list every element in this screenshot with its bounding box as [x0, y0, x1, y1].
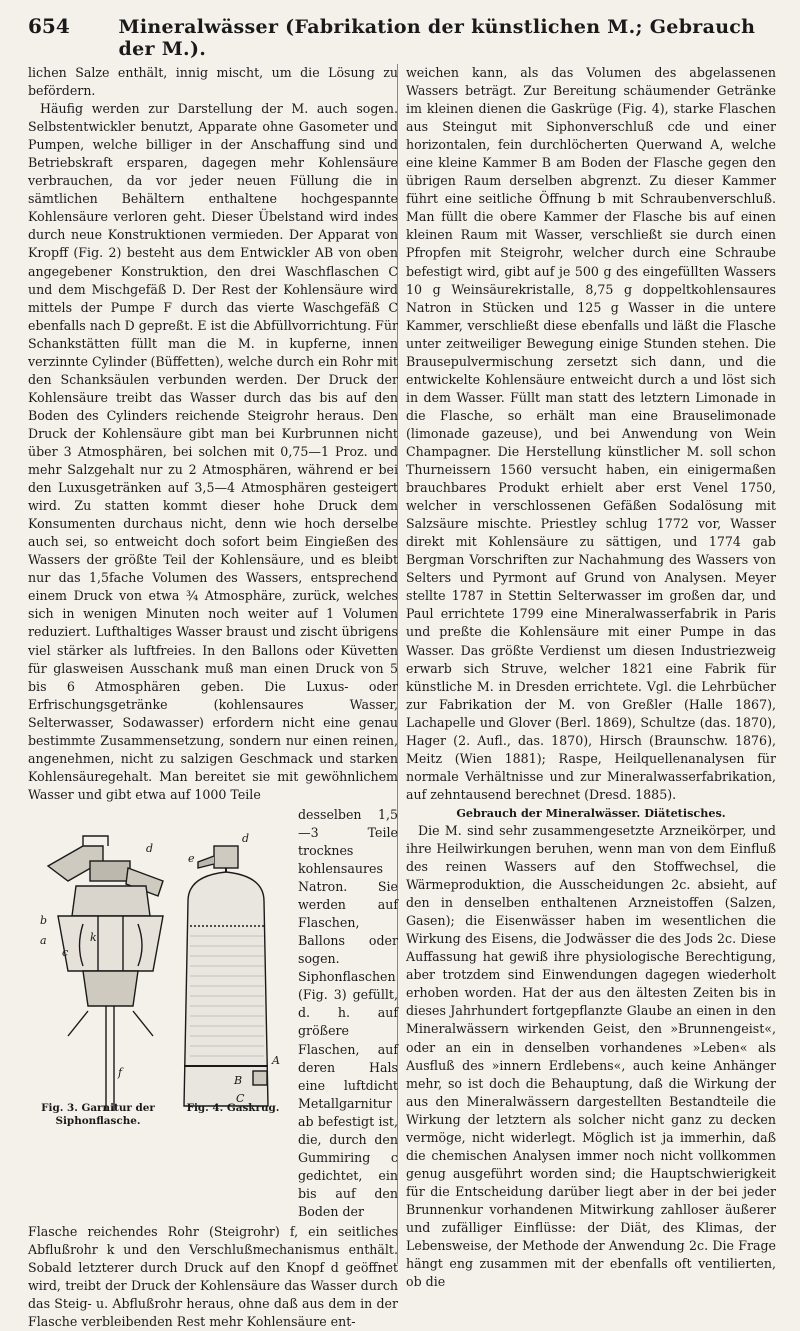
fig-letter: a — [40, 933, 47, 947]
fig-letter: C — [236, 1091, 245, 1105]
fig4-caption: Fig. 4. Gaskrug. — [186, 1101, 280, 1114]
figure-illustrations — [28, 806, 298, 1136]
page-number: 654 — [28, 14, 70, 38]
fig-letter: B — [234, 1073, 243, 1087]
paragraph: weichen kann, als das Volumen des abgelassenen Wassers beträgt. Zur Bereitung schäumender Getränke im kleinen dienen die Gaskrüge (Fig. 4), starke Flaschen aus Steingut mit Siphonverschluß cde und einer horizontalen, fein durchlöcherten Querwand A, welche eine kleine Kammer B am Boden der Flasche gegen den übrigen Raum derselben abgrenzt. Zu dieser Kammer führt eine seitliche Öffnung b mit Schraubenverschluß. Man füllt die obere Kammer der Flasche bis auf einen kleinen Raum mit Wasser, verschließt sie durch einen Pfropfen mit Steigrohr, welcher durch eine Schraube befestigt wird, gibt auf je 500 g des eingefüllten Wassers 10 g Weinsäurekristalle, 8,75 g doppeltkohlensaures Natron in Stücken und 125 g Wasser in die untere Kammer, verschließt diese ebenfalls und läßt die Flasche unter zeitweiliger Bewegung einige Stunden stehen. Die Brausepulvermischung zersetzt sich dann, und die entwickelte Kohlensäure entweicht durch a und löst sich in dem Wasser. Füllt man statt des letztern Limonade in die Flasche, so erhält man eine Brauselimonade (limonade gazeuse), und bei Anwendung von Wein Champagner. Die Herstellung künstlicher M. soll schon Thurneissern 1560 versucht haben, ein einigermaßen brauchbares Produkt erhielt aber erst Venel 1750, welcher in verschlossenen Gefäßen Sodalösung mit Salzsäure mischte. Priestley schlug 1772 vor, Wasser direkt mit Kohlensäure zu sättigen, und 1774 gab Bergman Vorschriften zur Nachahmung des Wassers von Selters und Pyrmont auf Grund von Analysen. Meyer stellte 1787 in Stettin Selterwasser im großen dar, und Paul errichtete 1799 eine Mineralwasserfabrik in Paris und preßte die Kohlensäure mit einer Pumpe in das Wasser. Das größte Verdienst um diesen Industriezweig erwarb sich Struve, welcher 1821 eine Fabrik für künstliche M. in Dresden errichtete. Vgl. die Lehrbücher zur Fabrikation der M. von Greßler (Halle 1867), Lachapelle und Glover (Berl. 1869), Schultze (das. 1870), Hager (2. Aufl., das. 1870), Hirsch (Braunschw. 1876), Meitz (Wien 1881); Raspe, Heilquellenanalysen für normale Verhältnisse und zur Mineralwasserfabrikation, auf zehntausend berechnet (Dresd. 1885). — [406, 65, 776, 802]
paragraph: Die M. sind sehr zusammengesetzte Arzneikörper, und ihre Heilwirkungen beruhen, wenn man von dem Einfluß des reinen Wassers auf den Stoffwechsel, die Wärmeproduktion, die Ausscheidungen 2c. absieht, auf den in denselben enthaltenen Arzneistoffen (Salzen, Gasen); die Eisenwässer haben im wesentlichen die Wirkung des Eisens, die Jodwässer die des Jods 2c. Diese Auffassung hat gewiß ihre physiologische Berechtigung, aber trotzdem sind Einwendungen dagegen wiederholt erhoben worden. Hat der aus den ältesten Zeiten bis in dieses Jahrhundert fortgepflanzte Glaube an einen in den Mineralwässern wirkenden Geist, den »Brunnengeist«, oder an ein in denselben vorhandenes »Leben« als Ausfluß des »innern Erdlebens«, auch keine Anhänger mehr, so ist doch die Behauptung, daß die Wirkung der aus den Mineralwässern dargestellten Bestandteile die Wirkung der letztern als solcher nicht ganz zu decken vermöge, nicht widerlegt. Möglich ist ja immerhin, daß die chemischen Analysen immer noch nicht vollkommen genug ausgeführt worden sind; die Hauptschwierigkeit für die Entscheidung darüber liegt aber in der bei jeder Brunnenkur vorhandenen Mitwirkung zahlloser äußerer und zufälliger Einflüsse: der Diät, des Klimas, der Lebensweise, der Methode der Anwendung 2c. Die Frage hängt eng zusammen mit der ebenfalls oft ventilierten, ob die — [406, 822, 776, 1290]
figure-side-text: desselben 1,5—3 Teile trocknes kohlensaures Natron. Sie werden auf Flaschen, Ballons oder sogen. Siphonflaschen (Fig. 3) gefüllt, d. h. auf größere Flaschen, auf deren Hals eine luftdicht Metallgarnitur ab befestigt ist, die, durch den Gummiring c gedichtet, ein bis auf den Boden der — [298, 806, 398, 1219]
fig-letter: A — [272, 1053, 280, 1067]
fig-letter: f — [118, 1065, 123, 1079]
right-column — [406, 64, 776, 1291]
siphon-and-gaskrug-illustration — [28, 806, 298, 1136]
fig-letter: d — [146, 841, 154, 855]
fig3-caption: Fig. 3. Garnitur der Siphonflasche. — [41, 1101, 155, 1127]
fig-letter: d — [242, 831, 250, 845]
section-subheading: Gebrauch der Mineralwässer. Diätetisches. — [456, 805, 726, 820]
left-column — [28, 64, 398, 1331]
paragraph: lichen Salze enthält, innig mischt, um die Lösung zu befördern. — [28, 65, 398, 99]
fig-letter: b — [40, 913, 48, 927]
paragraph: Flasche reichendes Rohr (Steigrohr) f, ein seitliches Abflußrohr k und den Verschlußmechanismus enthält. Sobald letzterer durch Druck auf den Knopf d geöffnet wird, treibt der Druck der Kohlensäure das Wasser durch das Steig- u. Abflußrohr heraus, ohne daß aus dem in der Flasche verbleibenden Rest mehr Kohlensäure ent- — [28, 1224, 398, 1330]
page-header — [28, 14, 778, 60]
paragraph: Häufig werden zur Darstellung der M. auch sogen. Selbstentwickler benutzt, Apparate ohne Gasometer und Pumpen, welche billiger in der Anschaffung sind und Betriebskraft ersparen, dagegen mehr Kohlensäure verbrauchen, da vor jeder neuen Füllung die in sämtlichen Behältern enthaltene hochgespannte Kohlensäure verloren geht. Dieser Übelstand wird indes durch neue Konstruktionen vermieden. Der Apparat von Kropff (Fig. 2) besteht aus dem Entwickler AB von oben angegebener Konstruktion, den drei Waschflaschen C und dem Mischgefäß D. Der Rest der Kohlensäure wird mittels der Pumpe F durch das vierte Waschgefäß C ebenfalls nach D gepreßt. E ist die Abfüllvorrichtung. Für Schankstätten füllt man die M. in kupferne, innen verzinnte Cylinder (Büffetten), welche durch ein Rohr mit den Schanksäulen verbunden werden. Der Druck der Kohlensäure treibt das Wasser durch das bis auf den Boden des Cylinders reichende Steigrohr heraus. Den Druck der Kohlensäure gibt man bei Kurbrunnen nicht über 3 Atmosphären, bei solchen mit 0,75—1 Proz. und mehr Salzgehalt nur zu 2 Atmosphären, während er bei den Luxusgetränken auf 3,5—4 Atmosphären gesteigert wird. Zu statten kommt dieser hohe Druck dem Konsumenten durchaus nicht, denn wie hoch derselbe auch sei, so entweicht doch sofort beim Eingießen des Wassers der größte Teil der Kohlensäure, und es bleibt nur das 1,5fache Volumen des Wassers, entsprechend einem Druck von etwa ¾ Atmosphäre, zurück, welches sich in wenigen Minuten noch weiter auf 1 Volumen reduziert. Lufthaltiges Wasser braust und zischt übrigens viel stärker als luftfreies. In den Ballons oder Küvetten für glasweisen Ausschank muß man einen Druck von 5 bis 6 Atmosphären geben. Die Luxus- oder Erfrischungsgetränke (kohlensaures Wasser, Selterwasser, Sodawasser) erfordern nicht eine genau bestimmte Zusammensetzung, sondern nur einen reinen, angenehmen, nicht zu salzigen Geschmack und starken Kohlensäuregehalt. Man bereitet sie mit gewöhnlichem Wasser und gibt etwa auf 1000 Teile — [28, 101, 398, 802]
running-title: Mineralwässer (Fabrikation der künstlichen M.; Gebrauch der M.). — [118, 16, 756, 60]
figure-block — [28, 806, 398, 1221]
fig-letter: c — [62, 945, 69, 959]
fig-letter: e — [188, 851, 195, 865]
fig-letter: k — [90, 930, 97, 944]
